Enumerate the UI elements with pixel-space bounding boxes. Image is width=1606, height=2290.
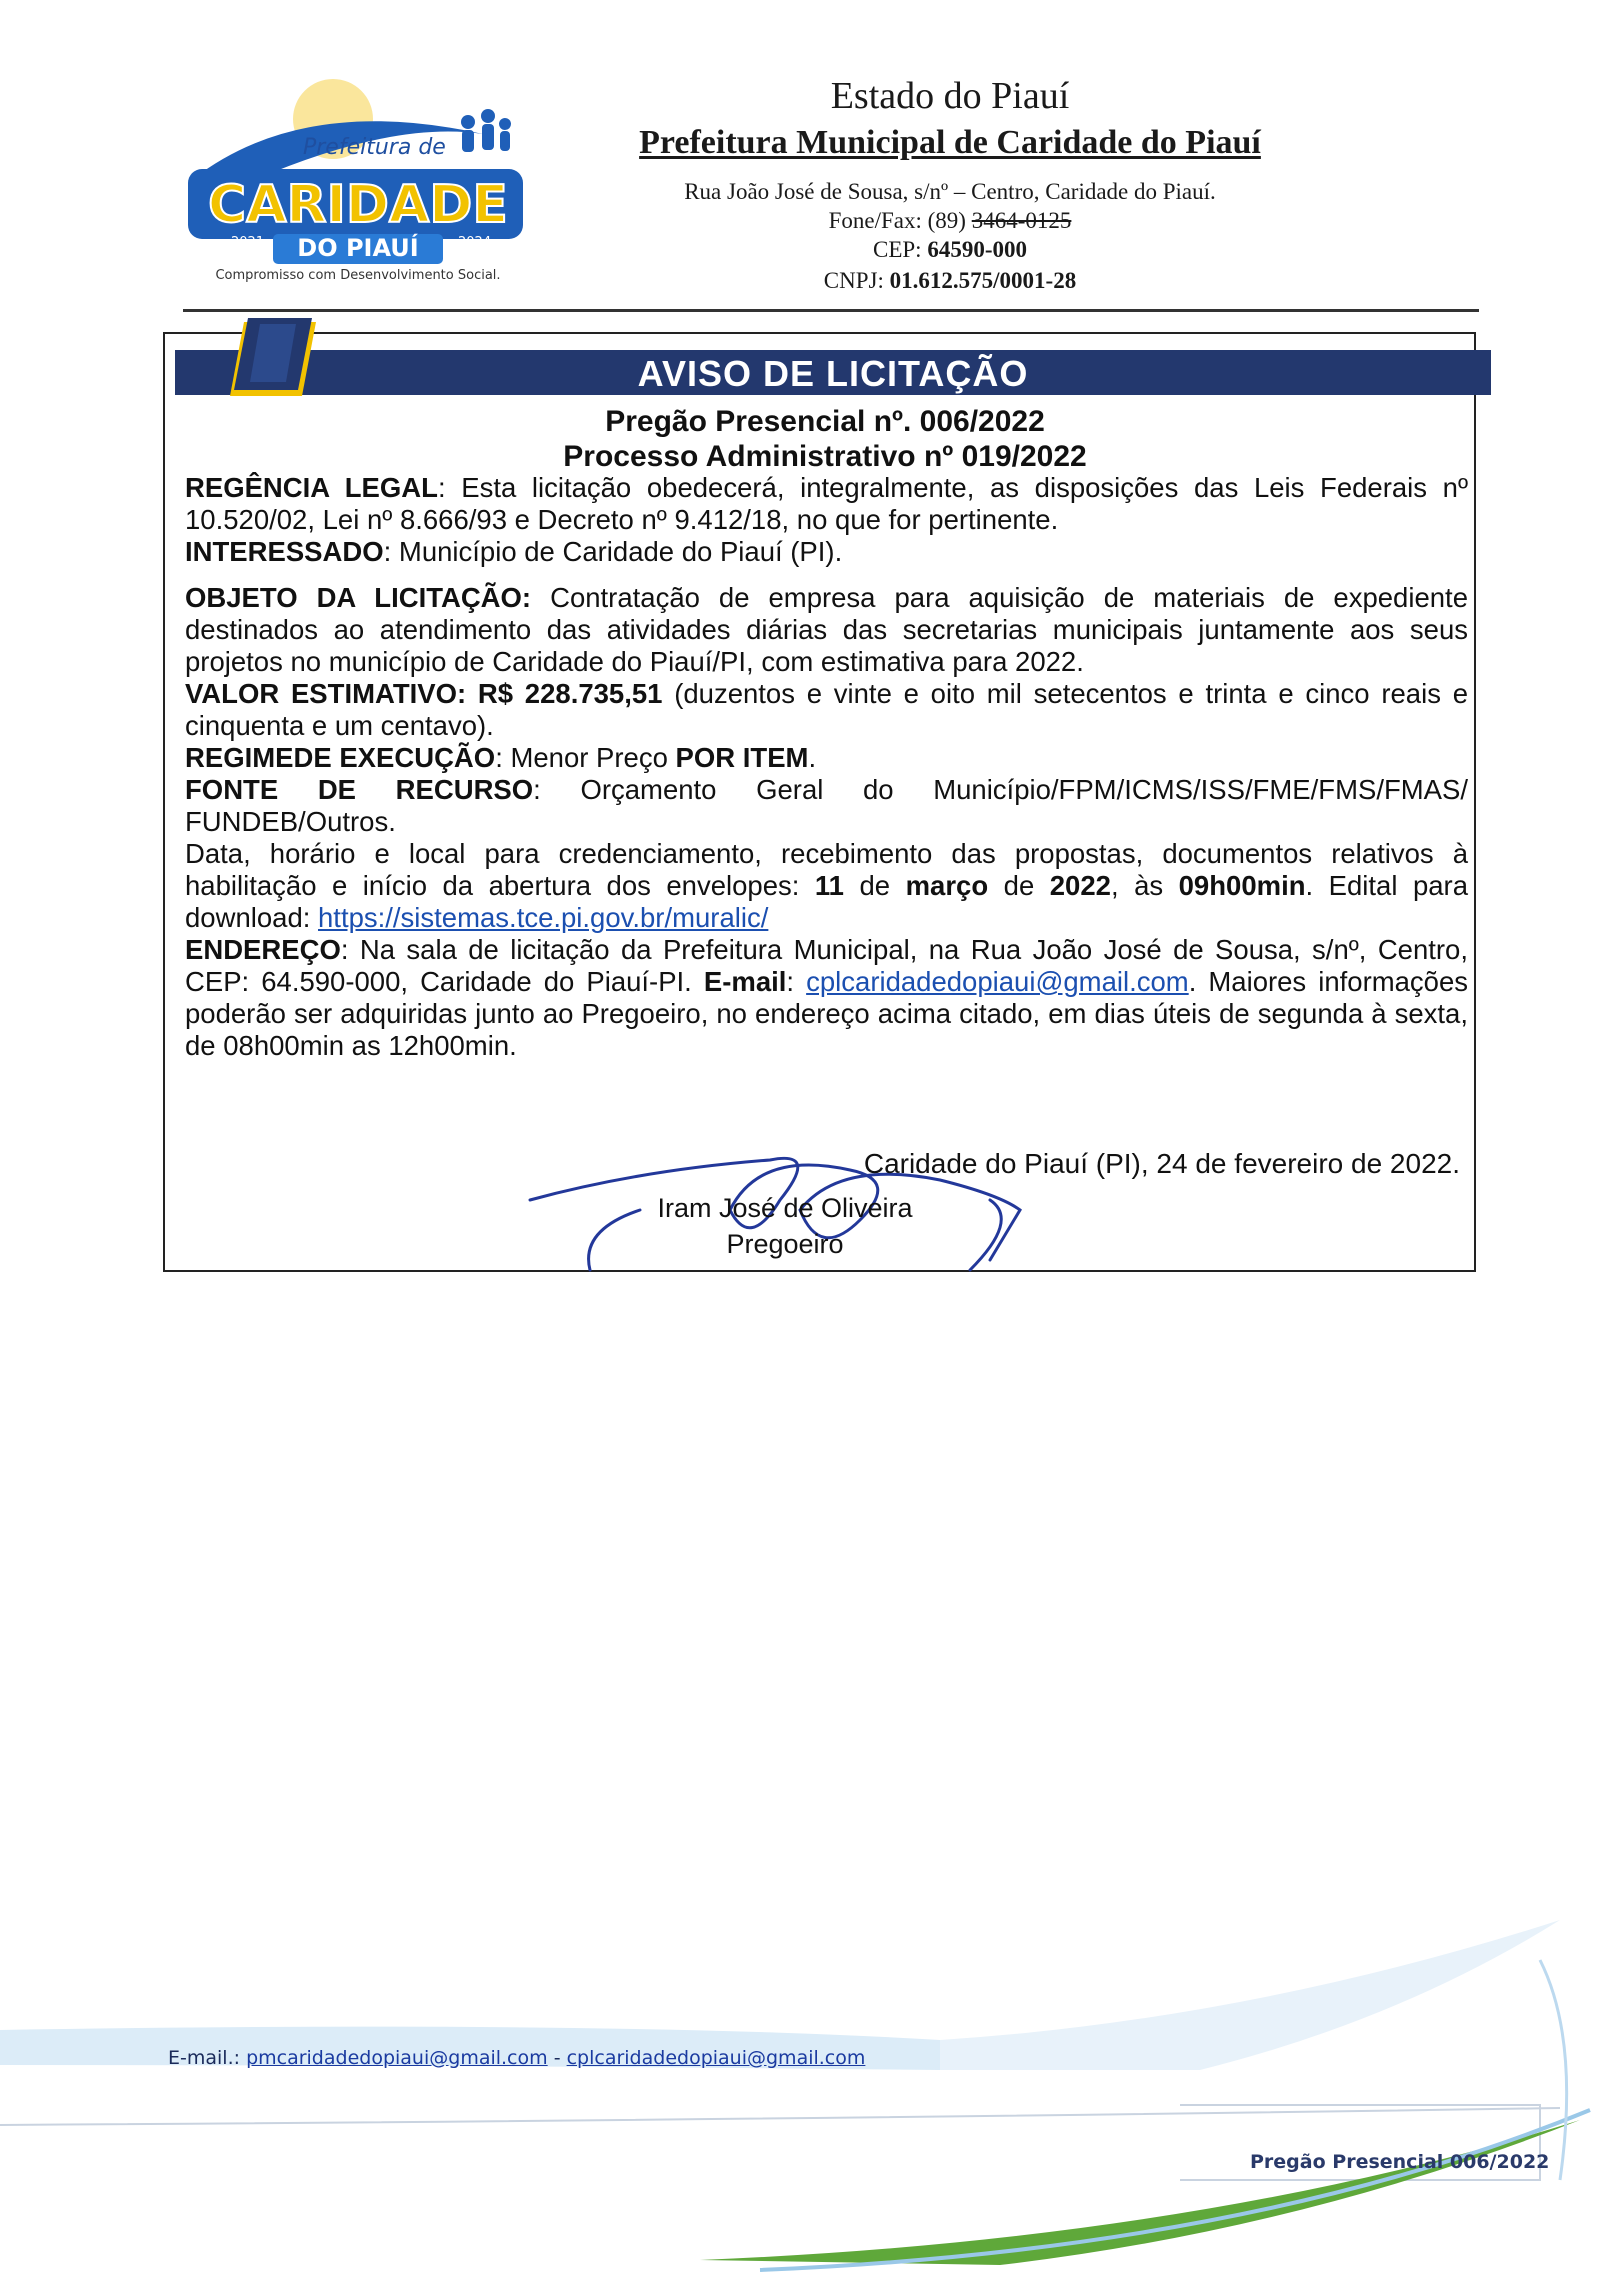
logo-slogan: Compromisso com Desenvolvimento Social. [215, 268, 501, 283]
header-prefeitura: Prefeitura Municipal de Caridade do Piauí [639, 124, 1261, 161]
regime-label: REGIMEDE EXECUÇÃO [185, 742, 496, 773]
data-paragraph [185, 838, 1468, 934]
email-label: E-mail [703, 966, 787, 997]
data-month: março [905, 870, 989, 901]
data-time: 09h00min [1178, 870, 1306, 901]
info-text: Maiores informações poderão ser adquiridas junto ao Pregoeiro, no endereço acima citado, em dias úteis de segunda à sexta, de 08h00min as 12h00min. [185, 966, 1469, 1061]
footer-pregao: Pregão Presencial 006/2022 [1250, 2151, 1550, 2173]
footer-email1-link[interactable]: pmcaridadedopiaui@gmail.com [246, 2047, 548, 2069]
data-edital: . Edital para download: [185, 870, 1469, 933]
header-address: Rua João José de Sousa, s/nº – Centro, Caridade do Piauí. [684, 179, 1216, 204]
regencia-paragraph [185, 472, 1468, 536]
notice-body [185, 472, 1468, 1062]
objeto-paragraph [185, 582, 1468, 678]
fonte-text: : Orçamento Geral do Município/FPM/ICMS/ISS/FME/FMS/FMAS/ FUNDEB/Outros. [185, 774, 1468, 837]
regime-text: : Menor Preço [495, 742, 676, 773]
regime-end: . [808, 742, 817, 773]
regencia-text: : Esta licitação obedecerá, integralmente, as disposições das Leis Federais nº 10.520/02, Lei nº 8.666/93 e Decreto nº 9.412/18, no que for pertinente. [185, 472, 1468, 535]
valor-label: VALOR ESTIMATIVO: R$ 228.735,51 [185, 678, 663, 709]
fonte-label: FONTE DE RECURSO [185, 774, 534, 805]
footer-separator: - [547, 2047, 567, 2069]
valor-paragraph [185, 678, 1468, 742]
email-end: . [1188, 966, 1197, 997]
logo-sub-text: DO PIAUÍ [297, 234, 419, 262]
notice-processo: Processo Administrativo nº 019/2022 [563, 440, 1087, 473]
fone-number: 3464-0125 [971, 208, 1072, 233]
fonte-paragraph [185, 774, 1468, 838]
cnpj-label: CNPJ: [823, 268, 890, 293]
cpl-email-link[interactable]: cplcaridadedopiaui@gmail.com [806, 966, 1189, 997]
data-year: 2022 [1049, 870, 1111, 901]
data-de2: de [988, 870, 1050, 901]
cep-label: CEP: [873, 237, 928, 262]
header-state: Estado do Piauí [830, 75, 1070, 117]
logo-year-left: 2021 [231, 235, 265, 250]
objeto-text: Contratação de empresa para aquisição de materiais de expediente destinados ao atendimento das atividades diárias das secretarias municipais juntamente aos seus projetos no município de Caridade do Piauí/PI, com estimativa para 2022. [185, 582, 1468, 677]
valor-text: (duzentos e vinte e oito mil setecentos e trinta e cinco reais e cinquenta e um centavo). [185, 678, 1468, 741]
endereco-text: : Na sala de licitação da Prefeitura Municipal, na Rua João José de Sousa, s/nº, Centro, CEP: 64.590-000, Caridade do Piauí-PI. [185, 934, 1468, 997]
signature-date-place: Caridade do Piauí (PI), 24 de fevereiro de 2022. [863, 1148, 1460, 1179]
logo-top-text: Prefeitura de [303, 135, 446, 160]
data-text: Data, horário e local para credenciamento, recebimento das propostas, documentos relativos à habilitação e início da abertura dos envelopes: [185, 838, 1468, 901]
interessado-label: INTERESSADO [185, 536, 384, 567]
data-day: 11 [814, 870, 844, 901]
data-as: , às [1110, 870, 1179, 901]
logo-main-text: CARIDADE [208, 175, 508, 235]
interessado-text: : Município de Caridade do Piauí (PI). [383, 536, 843, 567]
endereco-label: ENDEREÇO [185, 934, 341, 965]
endereco-paragraph [185, 934, 1468, 1062]
footer-email-label: E-mail.: [168, 2047, 247, 2069]
regime-paragraph [185, 742, 1468, 774]
header-cnpj [590, 265, 1310, 296]
regime-bold: POR ITEM [675, 742, 809, 773]
signer-name: Iram José de Oliveira [657, 1193, 913, 1223]
edital-download-link[interactable]: https://sistemas.tce.pi.gov.br/muralic/ [318, 902, 769, 933]
signer-role: Pregoeiro [726, 1229, 844, 1259]
interessado-paragraph [185, 536, 1468, 568]
header-divider [183, 309, 1479, 312]
people-icon [461, 109, 511, 152]
cnpj-value: 01.612.575/0001-28 [889, 268, 1077, 293]
notice-title: AVISO DE LICITAÇÃO [637, 353, 1029, 394]
notice-pregao: Pregão Presencial nº. 006/2022 [605, 405, 1045, 438]
header-cep [590, 234, 1310, 265]
footer-swoosh [0, 1880, 1606, 2290]
data-de1: de [843, 870, 906, 901]
email-colon: : [786, 966, 807, 997]
prefeitura-logo [183, 74, 533, 284]
header-fone [590, 205, 1310, 236]
cep-value: 64590-000 [927, 237, 1027, 262]
footer-email2-link[interactable]: cplcaridadedopiaui@gmail.com [566, 2047, 866, 2069]
fone-label: Fone/Fax: (89) [828, 208, 972, 233]
footer-emails [168, 2047, 865, 2069]
regencia-label: REGÊNCIA LEGAL [185, 472, 438, 503]
logo-year-right: 2024 [458, 235, 492, 250]
flag-icon [226, 314, 326, 404]
objeto-label: OBJETO DA LICITAÇÃO: [185, 582, 532, 613]
